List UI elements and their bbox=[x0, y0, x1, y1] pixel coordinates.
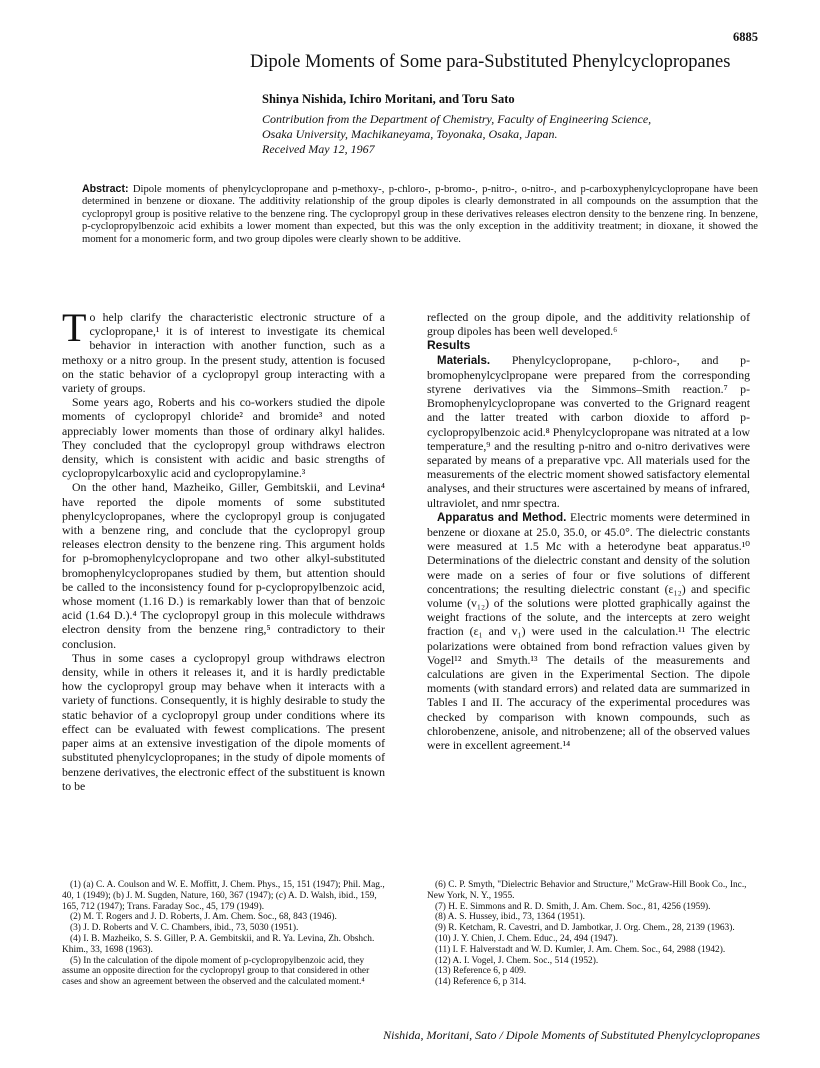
body-paragraph: On the other hand, Mazheiko, Giller, Gembitskii, and Levina⁴ have reported the dipole moments of some substituted phenylcyclopropanes, where the cyclopropyl group is conjugated with a benzene ring, and conclude that the cyclopropyl group releases electron density to the benzene ring. This argument holds for p-bromophenylcyclopropane and two other alkyl-substituted bromophenylcyclopropanes studied by them, but attention should be called to the inconsistency found for p-cyclopropylbenzoic acid, whose moment (1.16 D.) is remarkably lower than that of benzoic acid (1.64 D.).⁴ The cyclopropyl group in this molecule withdraws electron density from the benzene ring,⁵ contradictory to their conclusion. bbox=[62, 480, 385, 651]
abstract-label: Abstract: bbox=[82, 183, 129, 195]
affiliation-line: Osaka University, Machikaneyama, Toyonaka, Osaka, Japan. bbox=[262, 127, 558, 141]
drop-cap: T bbox=[62, 305, 87, 350]
intro-paragraph bbox=[62, 305, 385, 396]
apparatus-paragraph bbox=[427, 510, 750, 752]
footnote: (4) I. B. Mazheiko, S. S. Giller, P. A. Gembitskii, and R. Ya. Levina, Zh. Obshch. Khim., 33, 1698 (1963). bbox=[62, 933, 375, 955]
authors: Shinya Nishida, Ichiro Moritani, and Toru Sato bbox=[262, 92, 515, 106]
affiliation bbox=[262, 112, 772, 157]
section-heading-results: Results bbox=[427, 338, 471, 353]
footnotes-left bbox=[62, 880, 385, 988]
runin-heading: Apparatus and Method. bbox=[437, 511, 567, 524]
right-column bbox=[427, 310, 750, 752]
footnote: (5) In the calculation of the dipole moment of p-cyclopropylbenzoic acid, they assume an opposite direction for the cyclopropyl group to that considered in other cases and show an agreement between the observed and the calculated moment.⁴ bbox=[62, 955, 370, 988]
abstract bbox=[82, 183, 758, 246]
left-column bbox=[62, 305, 385, 793]
paragraph-text: o help clarify the characteristic electronic structure of a cyclopropane,¹ it is of interest to investigate its chemical behavior in interaction with another function, such as a methoxy or a nitro group. In the present study, attention is focused on the static behavior of a cyclopropyl group interacting with a variety of groups. bbox=[62, 310, 385, 396]
footnote: (14) Reference 6, p 314. bbox=[435, 977, 527, 988]
paragraph-text: Phenylcyclopropane, p-chloro-, and p-bromophenylcyclpropane were prepared from the corresponding styrene derivatives via the Simmons–Smith reaction.⁷ p-Bromophenylcyclopropane was converted to the Grignard reagent and the latter treated with carbon dioxide to afford p-cyclopropylbenzoic acid.⁸ Phenylcyclopropane was nitrated at a low temperature,⁹ and the resulting p-nitro and o-nitro derivatives were separated by means of a preparative vpc. All materials used for the measurements of the electric moment showed satisfactory elemental analyses, and their structures were ascertained by means of infrared, ultraviolet, and nmr spectra. bbox=[427, 352, 751, 510]
footnote: (3) J. D. Roberts and V. C. Chambers, ibid., 73, 5030 (1951). bbox=[70, 923, 299, 934]
page-number: 6885 bbox=[733, 30, 758, 44]
footnotes-right bbox=[427, 880, 750, 988]
body-paragraph: reflected on the group dipole, and the additivity relationship of group dipoles has been well developed.⁶ bbox=[427, 310, 750, 339]
body-paragraph: Thus in some cases a cyclopropyl group withdraws electron density, while in others it releases it, and it is hardly predictable how the cyclopropyl group may behave when it interacts with a variety of functions. Consequently, it is highly desirable to study the static behavior of a cyclopropyl group under conditions where its effect can be evaluated with fewest complications. The present paper aims at an extensive investigation of the dipole moments of substituted phenylcyclopropanes; in the study of dipole moments of benzene derivatives, the electronic effect of the substituent is known to be bbox=[62, 650, 385, 793]
runin-heading: Materials. bbox=[437, 354, 491, 367]
footnote: (13) Reference 6, p 409. bbox=[435, 966, 527, 977]
article-title: Dipole Moments of Some para-Substituted Phenylcyclopropanes bbox=[250, 52, 731, 72]
footnote: (9) R. Ketcham, R. Cavestri, and D. Jambotkar, J. Org. Chem., 28, 2139 (1963). bbox=[435, 923, 735, 934]
affiliation-line: Contribution from the Department of Chemistry, Faculty of Engineering Science, bbox=[262, 112, 652, 126]
materials-paragraph bbox=[427, 353, 750, 510]
footnote: (6) C. P. Smyth, "Dielectric Behavior and Structure," McGraw-Hill Book Co., Inc., New York, N. Y., 1955. bbox=[427, 880, 747, 901]
paragraph-text: Electric moments were determined in benzene or dioxane at 25.0, 35.0, or 45.0°. The dielectric constants were measured at 1.5 Mc with a heterodyne beat apparatus.¹⁰ Determinations of the dielectric constant and density of the solution were made on a series of four or five solutions of different concentrations; the resulting dielectric constant (ε₁₂) and specific volume (v₁₂) of the solutions were plotted graphically against the weight fractions of the solute, and the intercepts at zero weight fraction (ε₁ and v₁) were used in the calculation.¹¹ The electric polarizations were obtained from bond refraction values given by Vogel¹² and Smyth.¹³ The details of the measurements and calculations are given in the Experimental Section. The dipole moments (with standard errors) and related data are summarized in Tables I and II. The accuracy of the experimental procedures was checked by comparison with known compounds, such as chlorobenzene, anisole, and nitrobenzene; all of the observed values were in excellent agreement.¹⁴ bbox=[427, 509, 751, 753]
abstract-text: Dipole moments of phenylcyclopropane and p-methoxy-, p-chloro-, p-bromo-, p-nitro-, o-nitro-, and p-carboxyphenylcyclopropane have been determined in benzene or dioxane. The additivity relationship of the group dipoles is clearly demonstrated in all compounds on the assumption that the cyclopropyl group is positive relative to the benzene ring. The cyclopropyl group in these derivatives releases electron density to the benzene ring. In benzene, p-cyclopropylbenzoic acid exhibits a lower moment than expected, but this was the only exception in the additivity treatment; in dioxane, it showed the moment for a monomeric form, and two group dipoles were clearly shown to be additive. bbox=[82, 184, 758, 245]
body-paragraph: Some years ago, Roberts and his co-workers studied the dipole moments of cyclopropyl chloride² and bromide³ and noted appreciably lower moments than those of ordinary alkyl halides. They concluded that the cyclopropyl group withdraws electron density, which is consistent with acidic and basic strengths of cyclopropylcarboxylic acid and cyclopropylamine.³ bbox=[62, 395, 385, 481]
footnote: (12) A. I. Vogel, J. Chem. Soc., 514 (1952). bbox=[435, 955, 599, 966]
footnote: (8) A. S. Hussey, ibid., 73, 1364 (1951). bbox=[435, 912, 585, 923]
received-date: Received May 12, 1967 bbox=[262, 142, 375, 156]
footnote: (7) H. E. Simmons and R. D. Smith, J. Am. Chem. Soc., 81, 4256 (1959). bbox=[435, 901, 711, 912]
footnote: (2) M. T. Rogers and J. D. Roberts, J. Am. Chem. Soc., 68, 843 (1946). bbox=[70, 912, 337, 923]
footnote: (11) I. F. Halverstadt and W. D. Kumler, J. Am. Chem. Soc., 64, 2988 (1942). bbox=[435, 944, 726, 955]
running-footer: Nishida, Moritani, Sato / Dipole Moments of Substituted Phenylcyclopropanes bbox=[383, 1028, 760, 1042]
footnote: (1) (a) C. A. Coulson and W. E. Moffitt, J. Chem. Phys., 15, 151 (1947); Phil. Mag., 40, 1 (1949); (b) J. M. Sugden, Nature, 160, 367 (1947); (c) A. D. Walsh, ibid., 159, 165, 712 (1947); Trans. Faraday Soc., 45, 179 (1949). bbox=[62, 880, 385, 912]
footnote: (10) J. Y. Chien, J. Chem. Educ., 24, 494 (1947). bbox=[435, 933, 618, 944]
